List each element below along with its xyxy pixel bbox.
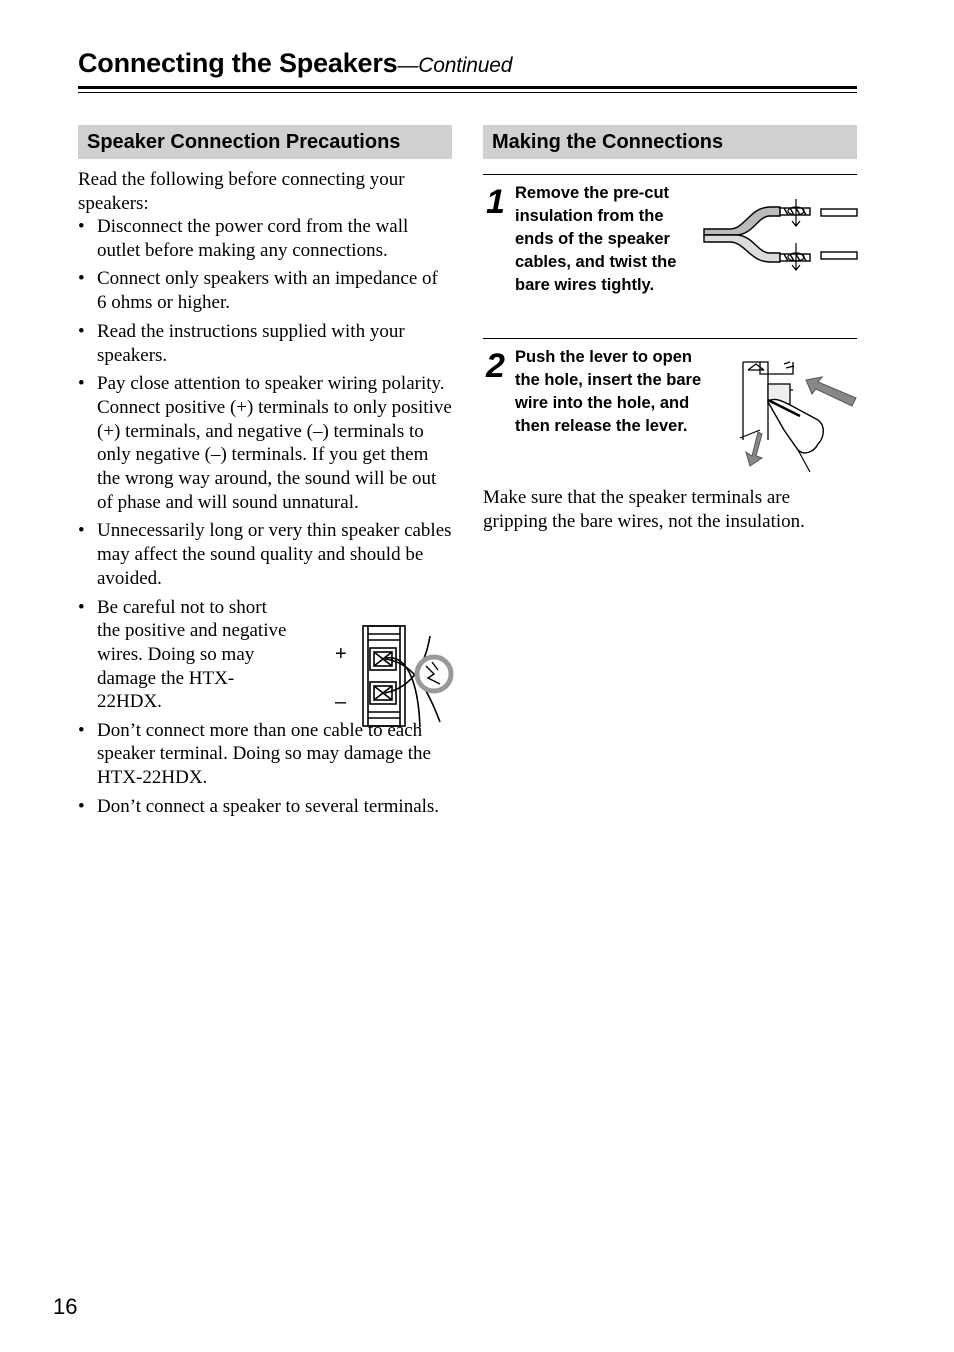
bullet-dot: • — [78, 320, 85, 342]
wire-end — [821, 209, 857, 216]
connections-closing-text: Make sure that the speaker terminals are gripping the bare wires, not the insulation. — [483, 487, 805, 532]
page-number: 16 — [53, 1294, 78, 1319]
list-item-text: Read the instructions supplied with your speakers. — [97, 320, 405, 366]
step-divider — [483, 338, 857, 339]
list-item-text: Connect only speakers with an impedance of 6 ohms or higher. — [97, 268, 438, 314]
step-number: 1 — [486, 183, 505, 221]
list-item-text: Be careful not to short the positive and negative wires. Doing so may damage the HTX-22HDX. — [97, 596, 287, 713]
title-text: Connecting the Speakers — [78, 48, 398, 78]
list-item — [78, 519, 452, 590]
list-item — [78, 372, 452, 514]
list-item — [78, 795, 452, 819]
title-continued: —Continued — [397, 54, 513, 77]
short-circuit-illustration — [330, 622, 455, 730]
terminal-block — [363, 626, 405, 726]
header-rule-thick — [78, 86, 857, 89]
step-divider — [483, 174, 857, 175]
stripped-wire-illustration — [700, 195, 860, 265]
bullet-dot: • — [78, 216, 85, 237]
precautions-list — [78, 215, 452, 823]
list-item-text: Don’t connect a speaker to several terminals. — [97, 795, 440, 817]
list-item — [78, 215, 452, 262]
bullet-dot: • — [78, 520, 85, 542]
spark-lines — [426, 662, 440, 684]
bullet-dot: • — [78, 795, 85, 817]
list-item-text: Disconnect the power cord from the wall outlet before making any connections. — [97, 216, 409, 261]
plus-label: + — [335, 643, 347, 665]
minus-label: – — [335, 691, 347, 713]
terminal-insert-illustration — [738, 360, 858, 472]
header-rule-thin — [78, 92, 857, 93]
step-number: 2 — [486, 347, 505, 385]
section-heading-precautions: Speaker Connection Precautions — [78, 125, 452, 159]
page-title — [78, 48, 512, 79]
down-arrow-icon — [746, 432, 762, 466]
precautions-intro: Read the following before connecting your speakers: — [78, 169, 405, 214]
list-item-text: Don’t connect more than one cable to each speaker terminal. Doing so may damage the HTX-22HDX. — [97, 719, 431, 788]
list-item — [78, 320, 452, 367]
list-item-text: Unnecessarily long or very thin speaker cables may affect the sound quality and should be avoided. — [97, 520, 452, 589]
bullet-dot: • — [78, 373, 85, 395]
step-text: Remove the pre-cut insulation from the ends of the speaker cables, and twist the bare wires tightly. — [515, 184, 677, 294]
wire-end — [821, 252, 857, 259]
push-arrow-icon — [806, 377, 856, 406]
list-item-text: Pay close attention to speaker wiring polarity. Connect positive (+) terminals to only positive (+) terminals, and negative (–) terminals to only negative (–) terminals. If you get them the wrong way around, the sound will be out of phase and will sound unnatural. — [97, 373, 452, 513]
finger — [768, 399, 823, 452]
bullet-dot: • — [78, 268, 85, 290]
section-heading-connections: Making the Connections — [483, 125, 857, 159]
step-text: Push the lever to open the hole, insert the bare wire into the hole, and then release the lever. — [515, 348, 702, 435]
bullet-dot: • — [78, 719, 85, 741]
list-item — [78, 267, 452, 314]
bullet-dot: • — [78, 596, 85, 618]
